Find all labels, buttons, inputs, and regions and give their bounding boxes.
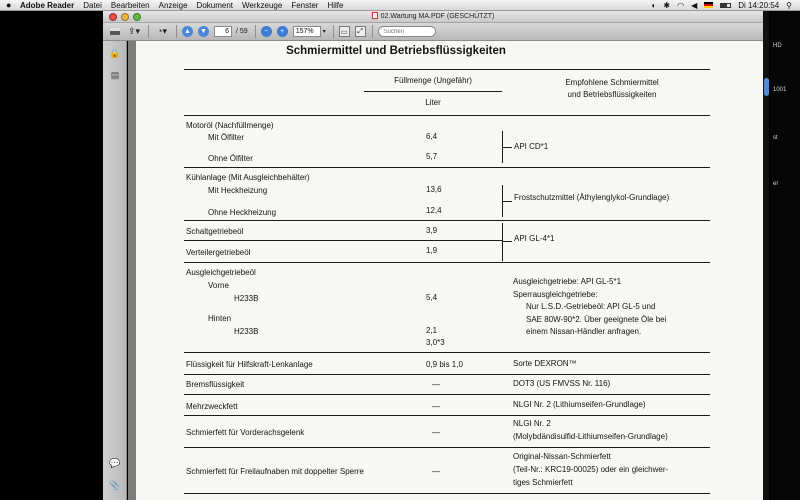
row-value: 6,4 (426, 132, 438, 141)
row-label: Schmierfett für Vorderachsgelenk (186, 428, 305, 437)
row-divider (184, 240, 502, 241)
lock-icon[interactable]: 🔒 (109, 48, 121, 58)
recommendation: DOT3 (US FMVSS Nr. 116) (513, 379, 611, 388)
fit-width-button[interactable]: ⤢ (355, 26, 366, 37)
row-value: 5,4 (426, 293, 438, 302)
menu-extras (645, 0, 792, 11)
row-value: 0,9 bis 1,0 (426, 360, 463, 369)
recommendation: SAE 80W-90*2. Über geeignete Öle bei (526, 315, 667, 324)
row-label: Schmierfett für Freilaufnaben mit doppelter Sperre (186, 467, 364, 476)
scrollbar-thumb[interactable] (764, 78, 769, 96)
recommendation: Sorte DEXRON™ (513, 359, 577, 368)
toolbar-divider (255, 25, 256, 38)
row-divider (184, 493, 710, 494)
row-value: 3,0*3 (426, 338, 445, 347)
row-divider (184, 447, 710, 448)
recommendation: Ausgleichgetriebe: API GL-5*1 (513, 277, 622, 286)
fill-amount-header: Füllmenge (Ungefähr) (394, 76, 472, 85)
row-divider (184, 262, 710, 263)
recommendation: (Teil-Nr.: KRC19-00025) oder ein gleichwer- (513, 465, 669, 474)
page-title: Schmiermittel und Betriebsflüssigkeiten (286, 45, 506, 57)
bracket-tick (502, 241, 512, 242)
page-number-input[interactable] (214, 26, 232, 37)
row-label: H233B (234, 294, 259, 303)
row-divider (184, 394, 710, 395)
toolbar-divider (372, 25, 373, 38)
close-window-button[interactable] (109, 13, 117, 21)
row-value: 2,1 (426, 326, 438, 335)
row-label: Mehrzweckfett (186, 402, 238, 411)
page-total: / 59 (236, 28, 248, 35)
minimize-window-button[interactable] (121, 13, 129, 21)
apple-menu-icon[interactable]: ● (6, 0, 12, 10)
volume-icon[interactable]: ◀ (691, 1, 698, 10)
desktop-background (770, 11, 800, 500)
language-flag-icon[interactable] (704, 0, 713, 11)
toolbar-divider (176, 25, 177, 38)
row-divider (184, 374, 710, 375)
previous-page-button[interactable]: ▲ (182, 26, 193, 37)
header-bottom-rule (184, 115, 710, 116)
zoom-input[interactable] (293, 26, 321, 37)
row-value: — (432, 380, 440, 389)
row-label: Ausgleichgetriebeöl (186, 268, 256, 277)
row-value: 5,7 (426, 152, 438, 161)
row-divider (184, 220, 710, 221)
window-title: 02.Wartung MA.PDF (GESCHÜTZT) (380, 13, 495, 20)
zoom-dropdown-icon[interactable]: ▾ (322, 29, 326, 35)
menu-werkzeuge[interactable]: Werkzeuge (242, 1, 283, 10)
menu-hilfe[interactable]: Hilfe (327, 1, 344, 10)
bracket-tick (502, 201, 512, 202)
row-label: H233B (234, 327, 259, 336)
zoom-window-button[interactable] (133, 13, 141, 21)
row-label: Ohne Heckheizung (208, 208, 277, 217)
row-label: Vorne (208, 281, 229, 290)
wifi-icon[interactable]: ◠ (677, 1, 685, 10)
window-title-bar (103, 11, 763, 23)
desktop-label[interactable]: er (773, 181, 779, 187)
fit-page-button[interactable]: ▭ (339, 26, 350, 37)
bluetooth-icon[interactable]: ✱ (663, 1, 671, 10)
printer-icon (110, 28, 120, 35)
document-viewport[interactable] (128, 41, 763, 500)
row-label: Bremsflüssigkeit (186, 380, 245, 389)
share-button[interactable]: ⇪▾ (127, 26, 141, 36)
recommendation: Frostschutzmittel (Äthylenglykol-Grundlage) (514, 193, 670, 202)
spotlight-icon[interactable]: ⚲ (786, 1, 792, 10)
menu-fenster[interactable]: Fenster (291, 1, 319, 10)
row-value: — (432, 467, 440, 476)
row-label: Verteilergetriebeöl (186, 248, 251, 257)
row-divider (184, 352, 710, 353)
menu-list (20, 0, 352, 11)
pages-icon[interactable]: ▤ (110, 70, 120, 80)
navigation-sidebar (103, 41, 127, 500)
row-value: 13,6 (426, 185, 442, 194)
row-divider (184, 167, 710, 168)
menu-app-name[interactable]: Adobe Reader (20, 1, 75, 10)
battery-icon[interactable] (720, 0, 731, 11)
menu-anzeige[interactable]: Anzeige (158, 1, 188, 10)
recommendation: NLGI Nr. 2 (Lithiumseifen-Grundlage) (513, 400, 646, 409)
row-label: Mit Heckheizung (208, 186, 268, 195)
window-controls (109, 13, 145, 21)
comment-icon[interactable]: 💬 (109, 458, 121, 468)
row-label: Schaltgetriebeöl (186, 227, 244, 236)
row-divider (184, 415, 710, 416)
attachment-icon[interactable]: 📎 (109, 480, 121, 490)
zoom-out-button[interactable]: − (261, 26, 272, 37)
recommendation: API GL-4*1 (514, 234, 555, 243)
pdf-document-icon (372, 12, 378, 19)
row-value: — (432, 428, 440, 437)
recommendation: Nur L.S.D.-Getriebeöl: API GL-5 und (526, 302, 656, 311)
toolbar-divider (148, 25, 149, 38)
next-page-button[interactable]: ▼ (198, 26, 209, 37)
menu-datei[interactable]: Datei (83, 1, 102, 10)
desktop-label[interactable]: HD (773, 43, 782, 49)
menu-dokument[interactable]: Dokument (196, 1, 234, 10)
row-label: Ohne Ölfilter (208, 154, 253, 163)
row-label: Motoröl (Nachfüllmenge) (186, 121, 274, 130)
clock[interactable]: Di 14:20:54 (738, 1, 780, 10)
recommendation: NLGI Nr. 2 (513, 419, 551, 428)
table-top-rule (184, 69, 710, 70)
recommendation: Sperrausgleichgetriebe: (513, 290, 598, 299)
zoom-in-button[interactable]: + (277, 26, 288, 37)
row-value: 3,9 (426, 226, 438, 235)
pdf-page (136, 41, 763, 500)
search-input[interactable] (378, 26, 436, 37)
bracket-tick (502, 147, 512, 148)
row-value: 1,9 (426, 246, 438, 255)
recommendation: API CD*1 (514, 142, 549, 151)
row-value: 12,4 (426, 206, 442, 215)
header-rule (364, 91, 502, 92)
collaborate-button[interactable]: ◔▾ (157, 26, 167, 36)
row-label: Kühlanlage (Mit Ausgleichbehälter) (186, 173, 310, 182)
toolbar-divider (333, 25, 334, 38)
menu-bearbeiten[interactable]: Bearbeiten (110, 1, 150, 10)
status-menu-icon[interactable]: ◐ (651, 1, 657, 10)
recommendation: einem Nissan-Händler anfragen. (526, 327, 642, 336)
recommendation: Original-Nissan-Schmierfett (513, 452, 611, 461)
recommended-header-2: und Betriebsflüssigkeiten (567, 90, 657, 99)
row-label: Flüssigkeit für Hilfskraft-Lenkanlage (186, 360, 313, 369)
print-button[interactable] (109, 26, 121, 38)
recommended-header: Empfohlene Schmiermittel (565, 78, 659, 87)
recommendation: (Molybdändisulfid-Lithiumseifen-Grundlage) (513, 432, 668, 441)
toolbar (103, 23, 763, 41)
row-label: Hinten (208, 314, 232, 323)
row-value: — (432, 402, 440, 411)
row-label: Mit Ölfilter (208, 133, 244, 142)
desktop-label[interactable]: st (773, 135, 778, 141)
menu-bar (0, 0, 800, 11)
bracket-line (502, 223, 503, 261)
unit-header: Liter (425, 98, 441, 107)
desktop-label[interactable]: 1001 (773, 87, 787, 93)
recommendation: tiges Schmierfett (513, 478, 573, 487)
